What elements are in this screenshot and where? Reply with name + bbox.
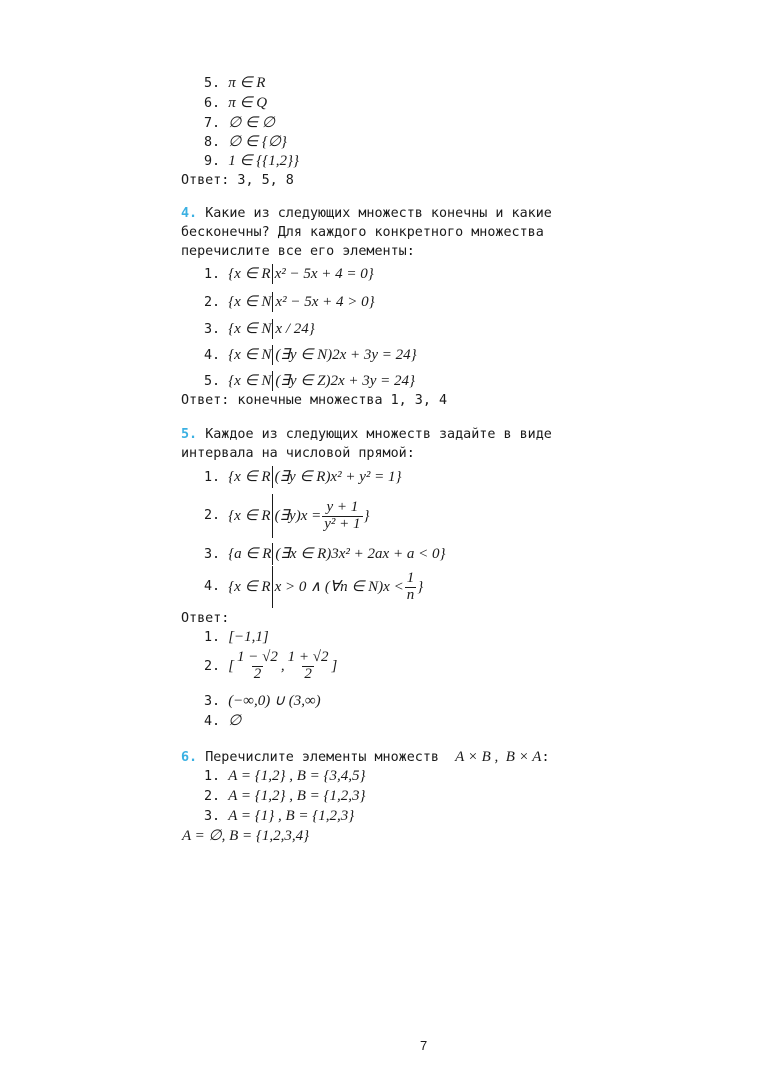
answer-text: Ответ: 3, 5, 8 <box>181 173 294 188</box>
page-number: 7 <box>420 1038 428 1053</box>
list-item: 7. ∅ ∈ ∅ <box>204 115 275 131</box>
question-4-line-2: бесконечны? Для каждого конкретного множества <box>181 225 544 240</box>
list-item: 1. [−1,1] <box>204 629 269 645</box>
list-item: 2. {x ∈ R (∃y)x = $\frac{y + 1}{\text{y² + 1}}$ } <box>204 494 370 538</box>
list-item: A = ∅, B = {1,2,3,4} <box>182 828 310 844</box>
list-item: 2. A = {1,2} , B = {1,2,3} <box>204 788 366 804</box>
answer-label: Ответ: <box>181 611 230 626</box>
question-6-line: 6. Перечислите элементы множеств A × B , B × A: <box>181 749 550 765</box>
list-item: 2. {x ∈ N x² − 5x + 4 > 0} <box>204 294 375 310</box>
list-item: 3. {a ∈ R (∃x ∈ R)3x² + 2ax + a < 0} <box>204 543 445 565</box>
fraction: $\frac{1 + √2}{2}$ <box>287 649 329 682</box>
question-5-line-1: 5. Каждое из следующих множеств задайте в виде <box>181 427 552 442</box>
list-item: 5. {x ∈ N (∃y ∈ Z)2x + 3y = 24} <box>204 373 416 389</box>
list-item: 6. π ∈ Q <box>204 95 268 111</box>
list-item: 4. {x ∈ N (∃y ∈ N)2x + 3y = 24} <box>204 347 417 363</box>
list-item: 1. A = {1,2} , B = {3,4,5} <box>204 768 366 784</box>
list-item: 4. ∅ <box>204 713 242 729</box>
list-item: 2. [ $\frac{1 - √2}{2}$ , $\frac{1 + √2}{2}$ ] <box>204 649 338 682</box>
question-4-line-1: 4. Какие из следующих множеств конечны и какие <box>181 206 552 221</box>
list-item: 3. A = {1} , B = {1,2,3} <box>204 808 355 824</box>
list-item: 1. {x ∈ R (∃y ∈ R)x² + y² = 1} <box>204 466 402 488</box>
fraction: $\frac{1}{n}$ <box>406 569 415 603</box>
question-4-line-3: перечислите все его элементы: <box>181 244 415 259</box>
question-number: 4. <box>181 206 198 221</box>
question-5-line-2: интервала на числовой прямой: <box>181 446 415 461</box>
list-item: 9. 1 ∈ {{1,2}} <box>204 153 299 169</box>
question-number: 6. <box>181 750 198 765</box>
list-item: 4. {x ∈ R x > 0 ∧ (∀n ∈ N)x < $\frac{1}{n}$ } <box>204 566 423 608</box>
list-item: 8. ∅ ∈ {∅} <box>204 134 287 150</box>
list-item: 3. {x ∈ N x / 24} <box>204 321 315 337</box>
list-item: 5. π ∈ R <box>204 75 266 91</box>
question-number: 5. <box>181 427 198 442</box>
answer-text: Ответ: конечные множества 1, 3, 4 <box>181 393 448 408</box>
fraction: $\frac{y + 1}{\text{y² + 1}}$ <box>324 498 361 532</box>
fraction: $\frac{1 - √2}{2}$ <box>237 649 278 682</box>
list-item: 1. {x ∈ R x² − 5x + 4 = 0} <box>204 266 374 282</box>
list-item: 3. (−∞,0) ∪ (3,∞) <box>204 693 321 709</box>
